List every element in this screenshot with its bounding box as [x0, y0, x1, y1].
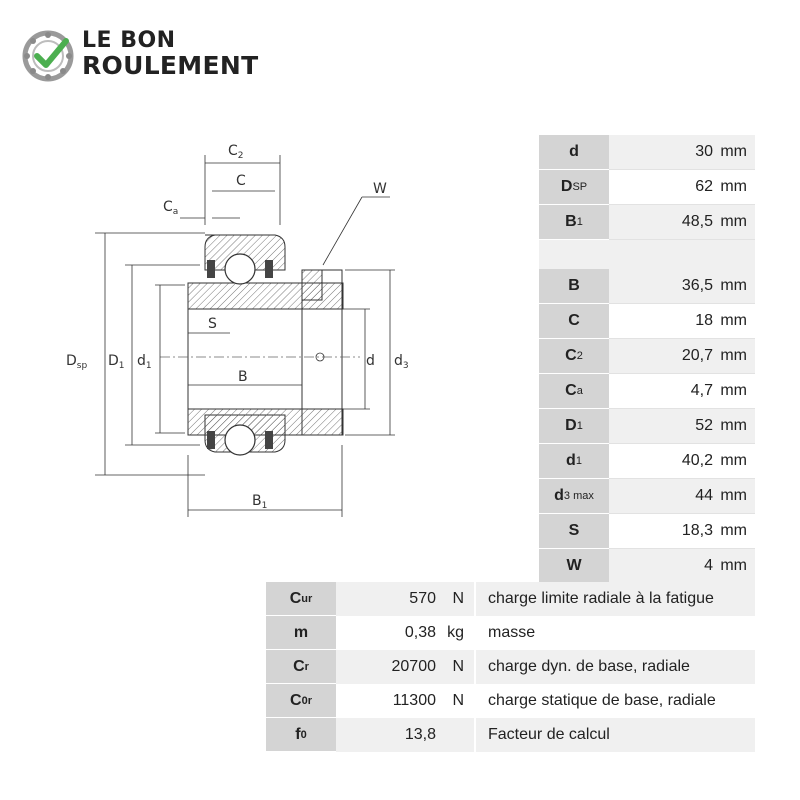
svg-text:W: W	[373, 181, 387, 197]
dimensions-group-2	[539, 269, 755, 584]
table-row: B 1 48,5 mm	[539, 205, 755, 240]
svg-text:Dsp: $D_{sp}$	[66, 353, 88, 371]
table-row: B 36,5 mm	[539, 269, 755, 304]
svg-text:D1: $D_1$	[108, 353, 125, 371]
drawing-labels	[66, 143, 409, 511]
svg-text:C: C	[236, 173, 246, 189]
table-row: C 2 20,7 mm	[539, 339, 755, 374]
svg-text:d3: $d_3$	[394, 353, 409, 371]
svg-text:S: S	[208, 316, 217, 332]
svg-text:C2: $C_2$	[228, 143, 244, 161]
table-row: f 0 13,8 Facteur de calcul	[266, 718, 755, 752]
table-row: D 1 52 mm	[539, 409, 755, 444]
loads-table	[266, 582, 755, 752]
table-row: C 0r 11300 N charge statique de base, radiale	[266, 684, 755, 718]
table-spacer	[539, 240, 755, 269]
table-row: W 4 mm	[539, 549, 755, 584]
check-bearing-icon	[22, 30, 74, 82]
svg-text:Ca: $C_a$	[163, 199, 179, 217]
svg-text:d1: $d_1$	[137, 353, 152, 371]
table-row: C 18 mm	[539, 304, 755, 339]
svg-text:d: d	[366, 353, 375, 369]
table-row: d 30 mm	[539, 135, 755, 170]
dimensions-table	[539, 135, 755, 584]
logo-text-line1: LE BON	[82, 28, 176, 53]
table-row: C r 20700 N charge dyn. de base, radiale	[266, 650, 755, 684]
svg-text:B: B	[238, 369, 248, 385]
bearing-section-drawing	[40, 125, 440, 525]
table-row: C a 4,7 mm	[539, 374, 755, 409]
dimensions-group-1	[539, 135, 755, 240]
table-row: d 1 40,2 mm	[539, 444, 755, 479]
svg-text:B1: $B_1$	[252, 493, 268, 511]
table-row: d 3 max 44 mm	[539, 479, 755, 514]
logo-text-line2: ROULEMENT	[82, 51, 259, 80]
table-row: m 0,38 kg masse	[266, 616, 755, 650]
table-row: S 18,3 mm	[539, 514, 755, 549]
brand-logo	[22, 26, 312, 86]
table-row: D SP 62 mm	[539, 170, 755, 205]
table-row: C ur 570 N charge limite radiale à la fatigue	[266, 582, 755, 616]
